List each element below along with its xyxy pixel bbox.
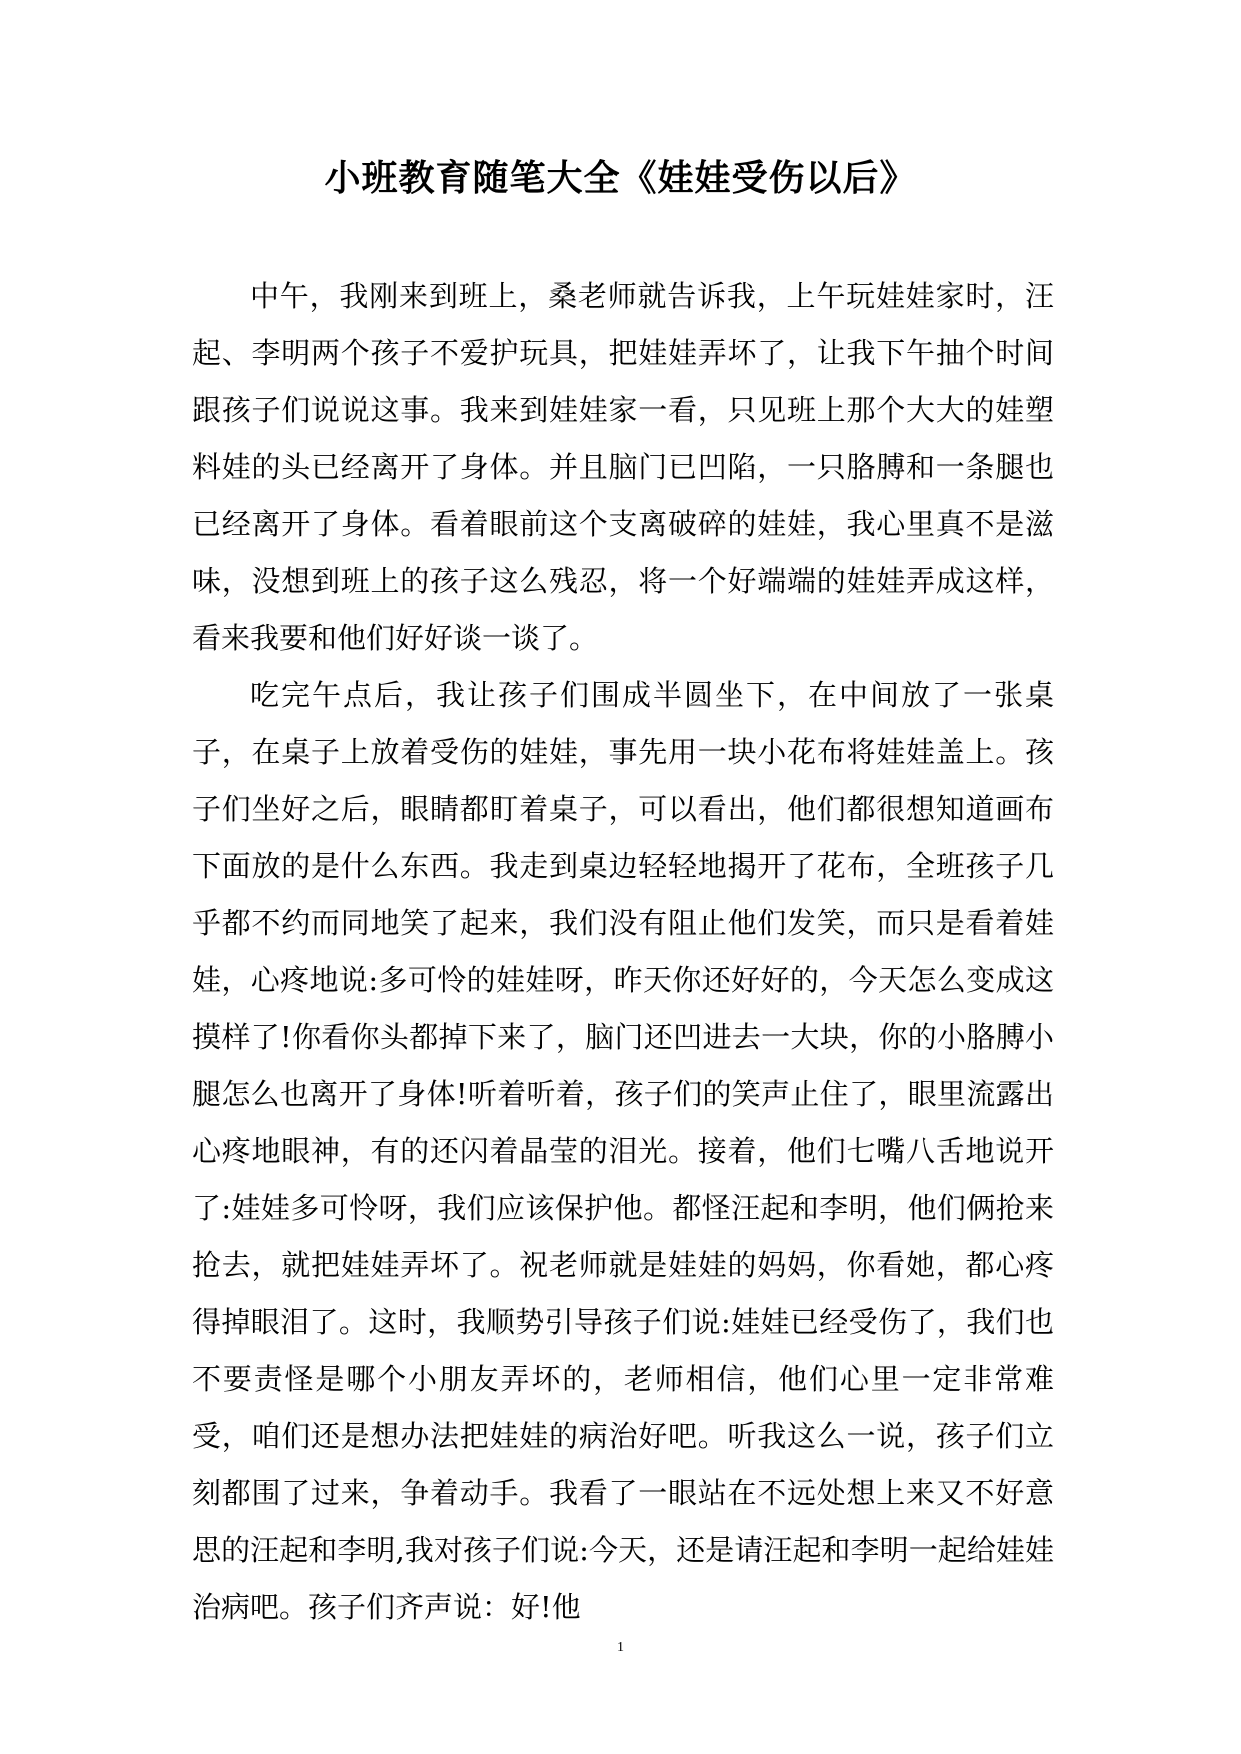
paragraph-1: 中午，我刚来到班上，桑老师就告诉我，上午玩娃娃家时，汪起、李明两个孩子不爱护玩具，把娃娃弄坏了，让我下午抽个时间跟孩子们说说这事。我来到娃娃家一看，只见班上那个大大的娃塑料娃的头已经离开了身体。并且脑门已凹陷，一只胳膊和一条腿也已经离开了身体。看着眼前这个支离破碎的娃娃，我心里真不是滋味，没想到班上的孩子这么残忍，将一个好端端的娃娃弄成这样，看来我要和他们好好谈一谈了。	[192, 279, 1054, 655]
document-body	[192, 268, 1054, 1636]
paragraph-2: 吃完午点后，我让孩子们围成半圆坐下，在中间放了一张桌子，在桌子上放着受伤的娃娃，事先用一块小花布将娃娃盖上。孩子们坐好之后，眼睛都盯着桌子，可以看出，他们都很想知道画布下面放的是什么东西。我走到桌边轻轻地揭开了花布，全班孩子几乎都不约而同地笑了起来，我们没有阻止他们发笑，而只是看着娃娃，心疼地说:多可怜的娃娃呀，昨天你还好好的，今天怎么变成这摸样了!你看你头都掉下来了，脑门还凹进去一大块，你的小胳膊小腿怎么也离开了身体!听着听着，孩子们的笑声止住了，眼里流露出心疼地眼神，有的还闪着晶莹的泪光。接着，他们七嘴八舌地说开了:娃娃多可怜呀，我们应该保护他。都怪汪起和李明，他们俩抢来抢去，就把娃娃弄坏了。祝老师就是娃娃的妈妈，你看她，都心疼得掉眼泪了。这时，我顺势引导孩子们说:娃娃已经受伤了，我们也不要责怪是哪个小朋友弄坏的，老师相信，他们心里一定非常难受，咱们还是想办法把娃娃的病治好吧。听我这么一说，孩子们立刻都围了过来，争着动手。我看了一眼站在不远处想上来又不好意思的汪起和李明,我对孩子们说:今天，还是请汪起和李明一起给娃娃治病吧。孩子们齐声说：好!他	[192, 678, 1054, 1624]
page-number: 1	[617, 1640, 624, 1655]
document-title: 小班教育随笔大全《娃娃受伤以后》	[324, 157, 917, 199]
